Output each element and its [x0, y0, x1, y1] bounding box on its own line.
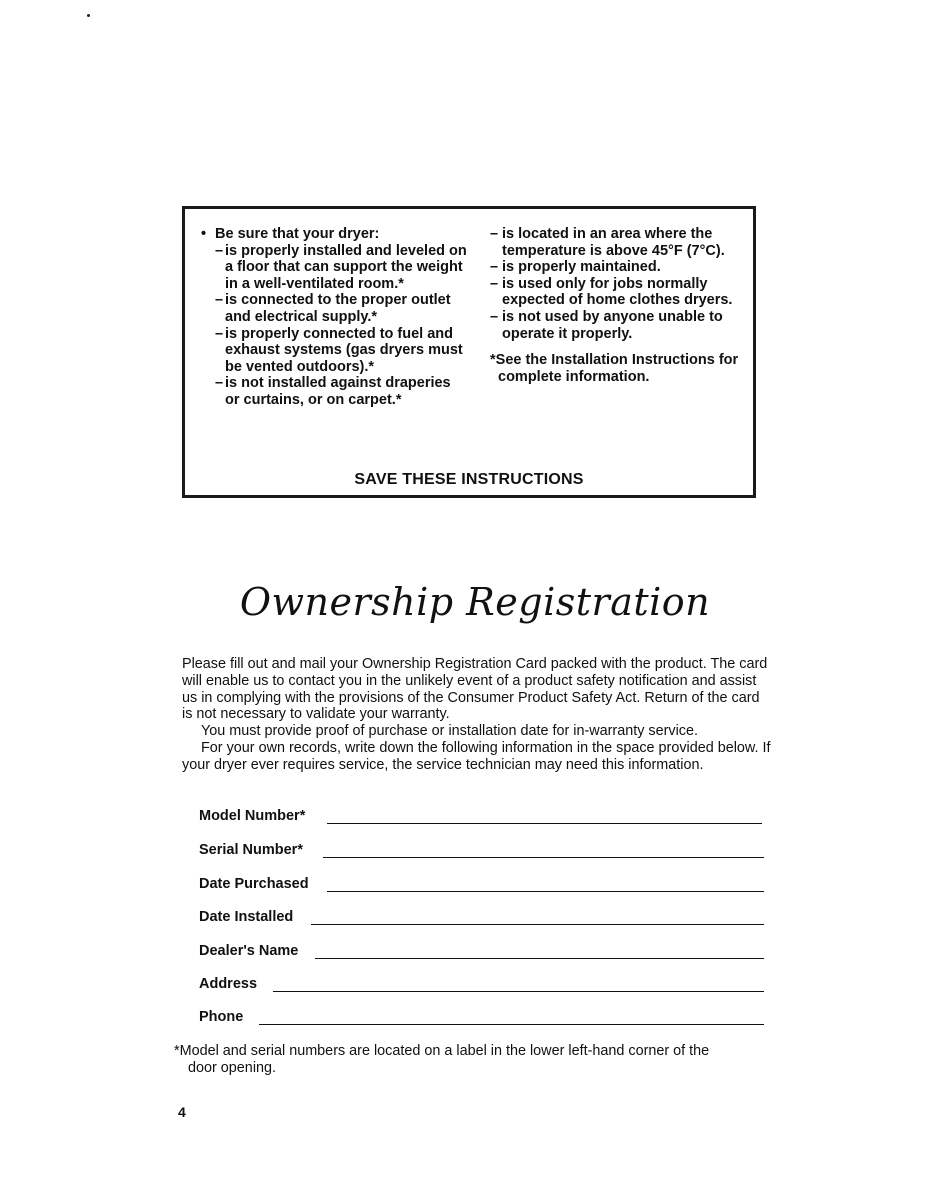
registration-intro: [182, 656, 772, 774]
phone-field: [199, 1007, 764, 1027]
ownership-registration-title: Ownership Registration: [239, 580, 711, 624]
field-label: Serial Number*: [199, 842, 303, 858]
safety-item: – is located in an area where the temperature is above 45°F (7°C).: [490, 226, 725, 259]
date-purchased-blank[interactable]: [327, 891, 764, 892]
date-installed-blank[interactable]: [311, 924, 764, 925]
serial-number-blank[interactable]: [323, 857, 764, 858]
safety-item: – is properly connected to fuel and exhaust systems (gas dryers must be vented outdoors).*: [215, 325, 463, 375]
save-instructions-heading: SAVE THESE INSTRUCTIONS: [354, 471, 584, 488]
safety-left-column: [201, 226, 469, 409]
safety-item: – is properly maintained.: [490, 259, 661, 276]
safety-item: – is properly installed and leveled on a floor that can support the weight in a well-ventilated room.*: [215, 242, 467, 292]
field-label: Dealer's Name: [199, 943, 299, 959]
safety-item: – is connected to the proper outlet and electrical supply.*: [215, 292, 451, 325]
dealers-name-field: [199, 941, 764, 961]
address-field: [199, 974, 764, 994]
safety-item: – is not installed against draperies or curtains, or on carpet.*: [215, 375, 451, 408]
field-label: Date Purchased: [199, 876, 309, 892]
field-label: Address: [199, 976, 258, 992]
date-installed-field: [199, 907, 764, 927]
scan-speck: [87, 14, 90, 17]
note-line: door opening.: [188, 1059, 277, 1076]
safety-right-column: [490, 226, 752, 385]
address-blank[interactable]: [273, 991, 764, 992]
note-line: *Model and serial numbers are located on a label in the lower left-hand corner of the: [174, 1043, 710, 1059]
date-purchased-field: [199, 874, 764, 894]
field-label: Phone: [199, 1009, 244, 1025]
page-number: 4: [178, 1104, 186, 1120]
safety-heading: • Be sure that your dryer:: [201, 226, 469, 243]
safety-item: – is used only for jobs normally expected of home clothes dryers.: [490, 275, 733, 309]
installation-footnote: *See the Installation Instructions for complete information.: [490, 352, 739, 385]
serial-number-field: [199, 840, 764, 860]
field-label: Model Number*: [199, 808, 306, 824]
serial-location-note: [174, 1043, 774, 1077]
phone-blank[interactable]: [259, 1024, 764, 1025]
field-label: Date Installed: [199, 909, 294, 925]
model-number-blank[interactable]: [327, 823, 762, 824]
dealers-name-blank[interactable]: [315, 958, 764, 959]
intro-paragraph: Please fill out and mail your Ownership Registration Card packed with the product. The card will enable us to contact you in the unlikely event of a product safety notification and assist us in complying with the provisions of the Consumer Product Safety Act. Return of the card is not necessary to validate your warranty.: [182, 656, 768, 723]
intro-paragraph: You must provide proof of purchase or installation date for in-warranty service.: [201, 723, 698, 740]
safety-item: – is not used by anyone unable to operate it properly.: [490, 308, 723, 342]
intro-paragraph: For your own records, write down the following information in the space provided below. If your dryer ever requires service, the service technician may need this information.: [182, 739, 771, 773]
safety-checklist-box: [182, 206, 756, 498]
model-number-field: [199, 806, 764, 826]
